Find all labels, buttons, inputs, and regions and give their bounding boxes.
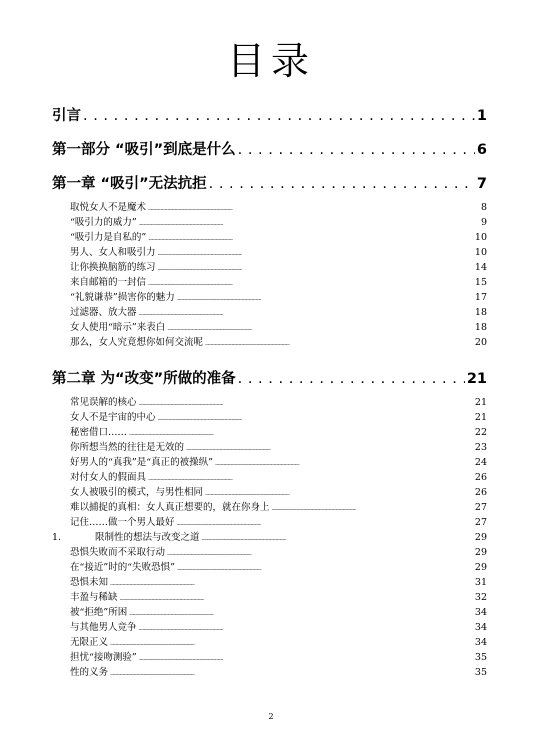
toc-subentry[interactable] [70, 604, 487, 618]
toc-subentry[interactable] [70, 214, 487, 228]
toc-subentry-label: 好男人的“真我”是“真正的被操纵” [70, 457, 213, 468]
page-number-footer: 2 [268, 712, 274, 721]
toc-subentry-page: 34 [474, 622, 487, 633]
leader-dots [110, 641, 473, 647]
toc-subentry-label: “吸引力是自私的” [70, 232, 147, 243]
leader-dots [110, 671, 473, 677]
leader-dots [139, 401, 473, 407]
toc-entry-page: 6 [476, 142, 487, 158]
leader-dots [238, 142, 475, 158]
toc-subentry-label: 恐惧失败而不采取行动 [70, 547, 166, 558]
leader-dots [139, 221, 479, 227]
toc-subentry-page: 35 [474, 667, 487, 678]
toc-subentry-label: 无限正义 [70, 637, 109, 648]
toc-subentry-label: 男人、女人和吸引力 [70, 247, 156, 258]
toc-subentry-numbered[interactable] [52, 529, 487, 543]
leader-dots [202, 536, 473, 542]
toc-subentry-page: 31 [474, 577, 487, 588]
toc-subentry-page: 22 [474, 427, 487, 438]
leader-dots [205, 341, 473, 347]
toc-subentry[interactable] [70, 454, 487, 468]
toc-subentry-page: 21 [474, 397, 487, 408]
toc-subentry-page: 17 [474, 292, 487, 303]
toc-subentry-page: 10 [474, 232, 487, 243]
toc-subentry[interactable] [70, 259, 487, 273]
toc-subentry-label [52, 529, 200, 543]
toc-subentry-label: 取悦女人不是魔术 [70, 202, 147, 213]
toc-subentry-page: 15 [474, 277, 487, 288]
leader-dots [129, 611, 473, 617]
toc-subentry-label: “礼貌谦恭”损害你的魅力 [70, 292, 175, 303]
toc-subentry-page: 10 [474, 247, 487, 258]
toc-subentry-label: 让你换换脑筋的练习 [70, 262, 156, 273]
toc-subentry-label: 你所想当然的往往是无效的 [70, 442, 185, 453]
toc-subentry[interactable] [70, 439, 487, 453]
toc-subentry-label: 丰盈与稀缺 [70, 592, 118, 603]
toc-subentry-label: 女人使用“暗示”来表白 [70, 322, 166, 333]
leader-dots [177, 296, 473, 302]
toc-entry-label: 第二章 为“改变”所做的准备 [52, 371, 236, 387]
toc-subentry-label: 难以捕捉的真相：女人真正想要的，就在你身上 [70, 502, 270, 513]
leader-dots [215, 461, 473, 467]
toc-subentry[interactable] [70, 334, 487, 348]
toc-subentry-page: 35 [474, 652, 487, 663]
toc-subentry-page: 27 [474, 517, 487, 528]
toc-subentry-page: 23 [474, 442, 487, 453]
toc-subentry-label: 来自邮箱的一封信 [70, 277, 147, 288]
toc-subentry[interactable] [70, 484, 487, 498]
toc-subentry[interactable] [70, 634, 487, 648]
toc-subentry[interactable] [70, 274, 487, 288]
toc-subentry[interactable] [70, 499, 487, 513]
toc-subentry[interactable] [70, 319, 487, 333]
toc-subentry-page: 14 [474, 262, 487, 273]
page-title: 目录 [226, 39, 315, 83]
toc-subentry-page: 21 [474, 412, 487, 423]
toc-subentry[interactable] [70, 409, 487, 423]
toc-subentry-page: 9 [480, 217, 487, 228]
leader-dots [110, 581, 473, 587]
toc-subentry-page: 26 [474, 487, 487, 498]
leader-dots [209, 176, 475, 192]
toc-subentry-page: 24 [474, 457, 487, 468]
toc-subentry-label: 女人被吸引的模式，与男性相同 [70, 487, 204, 498]
toc-subentry-page: 29 [474, 547, 487, 558]
toc-subentry[interactable] [70, 394, 487, 408]
leader-dots [158, 266, 473, 272]
toc-subentry-page: 27 [474, 502, 487, 513]
toc-subentry-label: 常见误解的核心 [70, 397, 137, 408]
leader-dots [272, 506, 473, 512]
toc-subentry[interactable] [70, 649, 487, 663]
toc-subentry[interactable] [70, 244, 487, 258]
toc-entry-part1[interactable] [52, 138, 487, 159]
toc-subentry-label: 秘密借口…… [70, 427, 128, 438]
toc-subentry-page: 20 [474, 337, 487, 348]
toc-subentry-page: 8 [480, 202, 487, 213]
toc-subentry-label: 对付女人的假面具 [70, 472, 147, 483]
toc-subentry[interactable] [70, 424, 487, 438]
leader-dots [139, 626, 473, 632]
toc-entry-chapter1[interactable] [52, 172, 487, 193]
toc-subentry[interactable] [70, 544, 487, 558]
toc-subentry-page: 18 [474, 307, 487, 318]
toc-subentry-label: 过滤器、放大器 [70, 307, 137, 318]
toc-entry-label: 第一章 “吸引”无法抗拒 [52, 176, 207, 192]
toc-entry-chapter2[interactable] [52, 367, 487, 388]
toc-subentry[interactable] [70, 664, 487, 678]
leader-dots [158, 251, 473, 257]
toc-subentry-label: 性的义务 [70, 667, 109, 678]
toc-subentry-page: 26 [474, 472, 487, 483]
toc-subentry-label: “吸引力的威力” [70, 217, 137, 228]
toc-subentry-page: 34 [474, 607, 487, 618]
toc-subentry[interactable] [70, 589, 487, 603]
toc-subentry-label: 与其他男人竞争 [70, 622, 137, 633]
toc-subentry-label: 恐惧未知 [70, 577, 109, 588]
leader-dots [148, 206, 479, 212]
toc-entry-label: 引言 [52, 108, 81, 124]
leader-dots [129, 431, 473, 437]
toc-subentry-page: 34 [474, 637, 487, 648]
toc-subentry-page: 29 [474, 562, 487, 573]
toc-subentry-label: 女人不是宇宙的中心 [70, 412, 156, 423]
toc-entry-page: 7 [476, 176, 487, 192]
leader-dots [186, 446, 473, 452]
toc-subentry-page: 32 [474, 592, 487, 603]
leader-dots [148, 476, 473, 482]
toc-entry-page: 21 [466, 371, 487, 387]
leader-dots [167, 551, 473, 557]
toc-subentry[interactable] [70, 559, 487, 573]
toc-subentry-label: 在“接近”时的“失败恐惧” [70, 562, 175, 573]
leader-dots [177, 521, 473, 527]
toc-subentry[interactable] [70, 469, 487, 483]
leader-dots [120, 596, 473, 602]
toc-subentry-page: 18 [474, 322, 487, 333]
toc-subentry-label: 被“拒绝”所困 [70, 607, 128, 618]
leader-dots [167, 326, 473, 332]
toc-subentry[interactable] [70, 514, 487, 528]
toc-entry-page: 1 [476, 108, 487, 124]
toc-subentry[interactable] [70, 289, 487, 303]
toc-subentry[interactable] [70, 199, 487, 213]
toc-subentry[interactable] [70, 304, 487, 318]
toc-entry-label: 第一部分 “吸引”到底是什么 [52, 142, 236, 158]
toc-entry-intro[interactable] [52, 104, 487, 125]
toc-subentry-label: 那么，女人究竟想你如何交流呢 [70, 337, 204, 348]
toc-subentry-page: 29 [474, 532, 487, 543]
leader-dots [238, 371, 465, 387]
list-number: 1. [52, 532, 62, 543]
leader-dots [158, 416, 473, 422]
leader-dots [177, 566, 473, 572]
leader-dots [83, 108, 475, 124]
toc-subentry-text: 限制性的想法与改变之道 [95, 532, 200, 543]
leader-dots [139, 656, 473, 662]
leader-dots [148, 236, 473, 242]
leader-dots [148, 281, 473, 287]
leader-dots [205, 491, 473, 497]
toc-subentry-label: 担忧“接吻测验” [70, 652, 137, 663]
toc-subentry-label: 记住……做一个男人最好 [70, 517, 175, 528]
toc-subentry[interactable] [70, 619, 487, 633]
leader-dots [139, 311, 473, 317]
toc-subentry[interactable] [70, 574, 487, 588]
toc-subentry[interactable] [70, 229, 487, 243]
